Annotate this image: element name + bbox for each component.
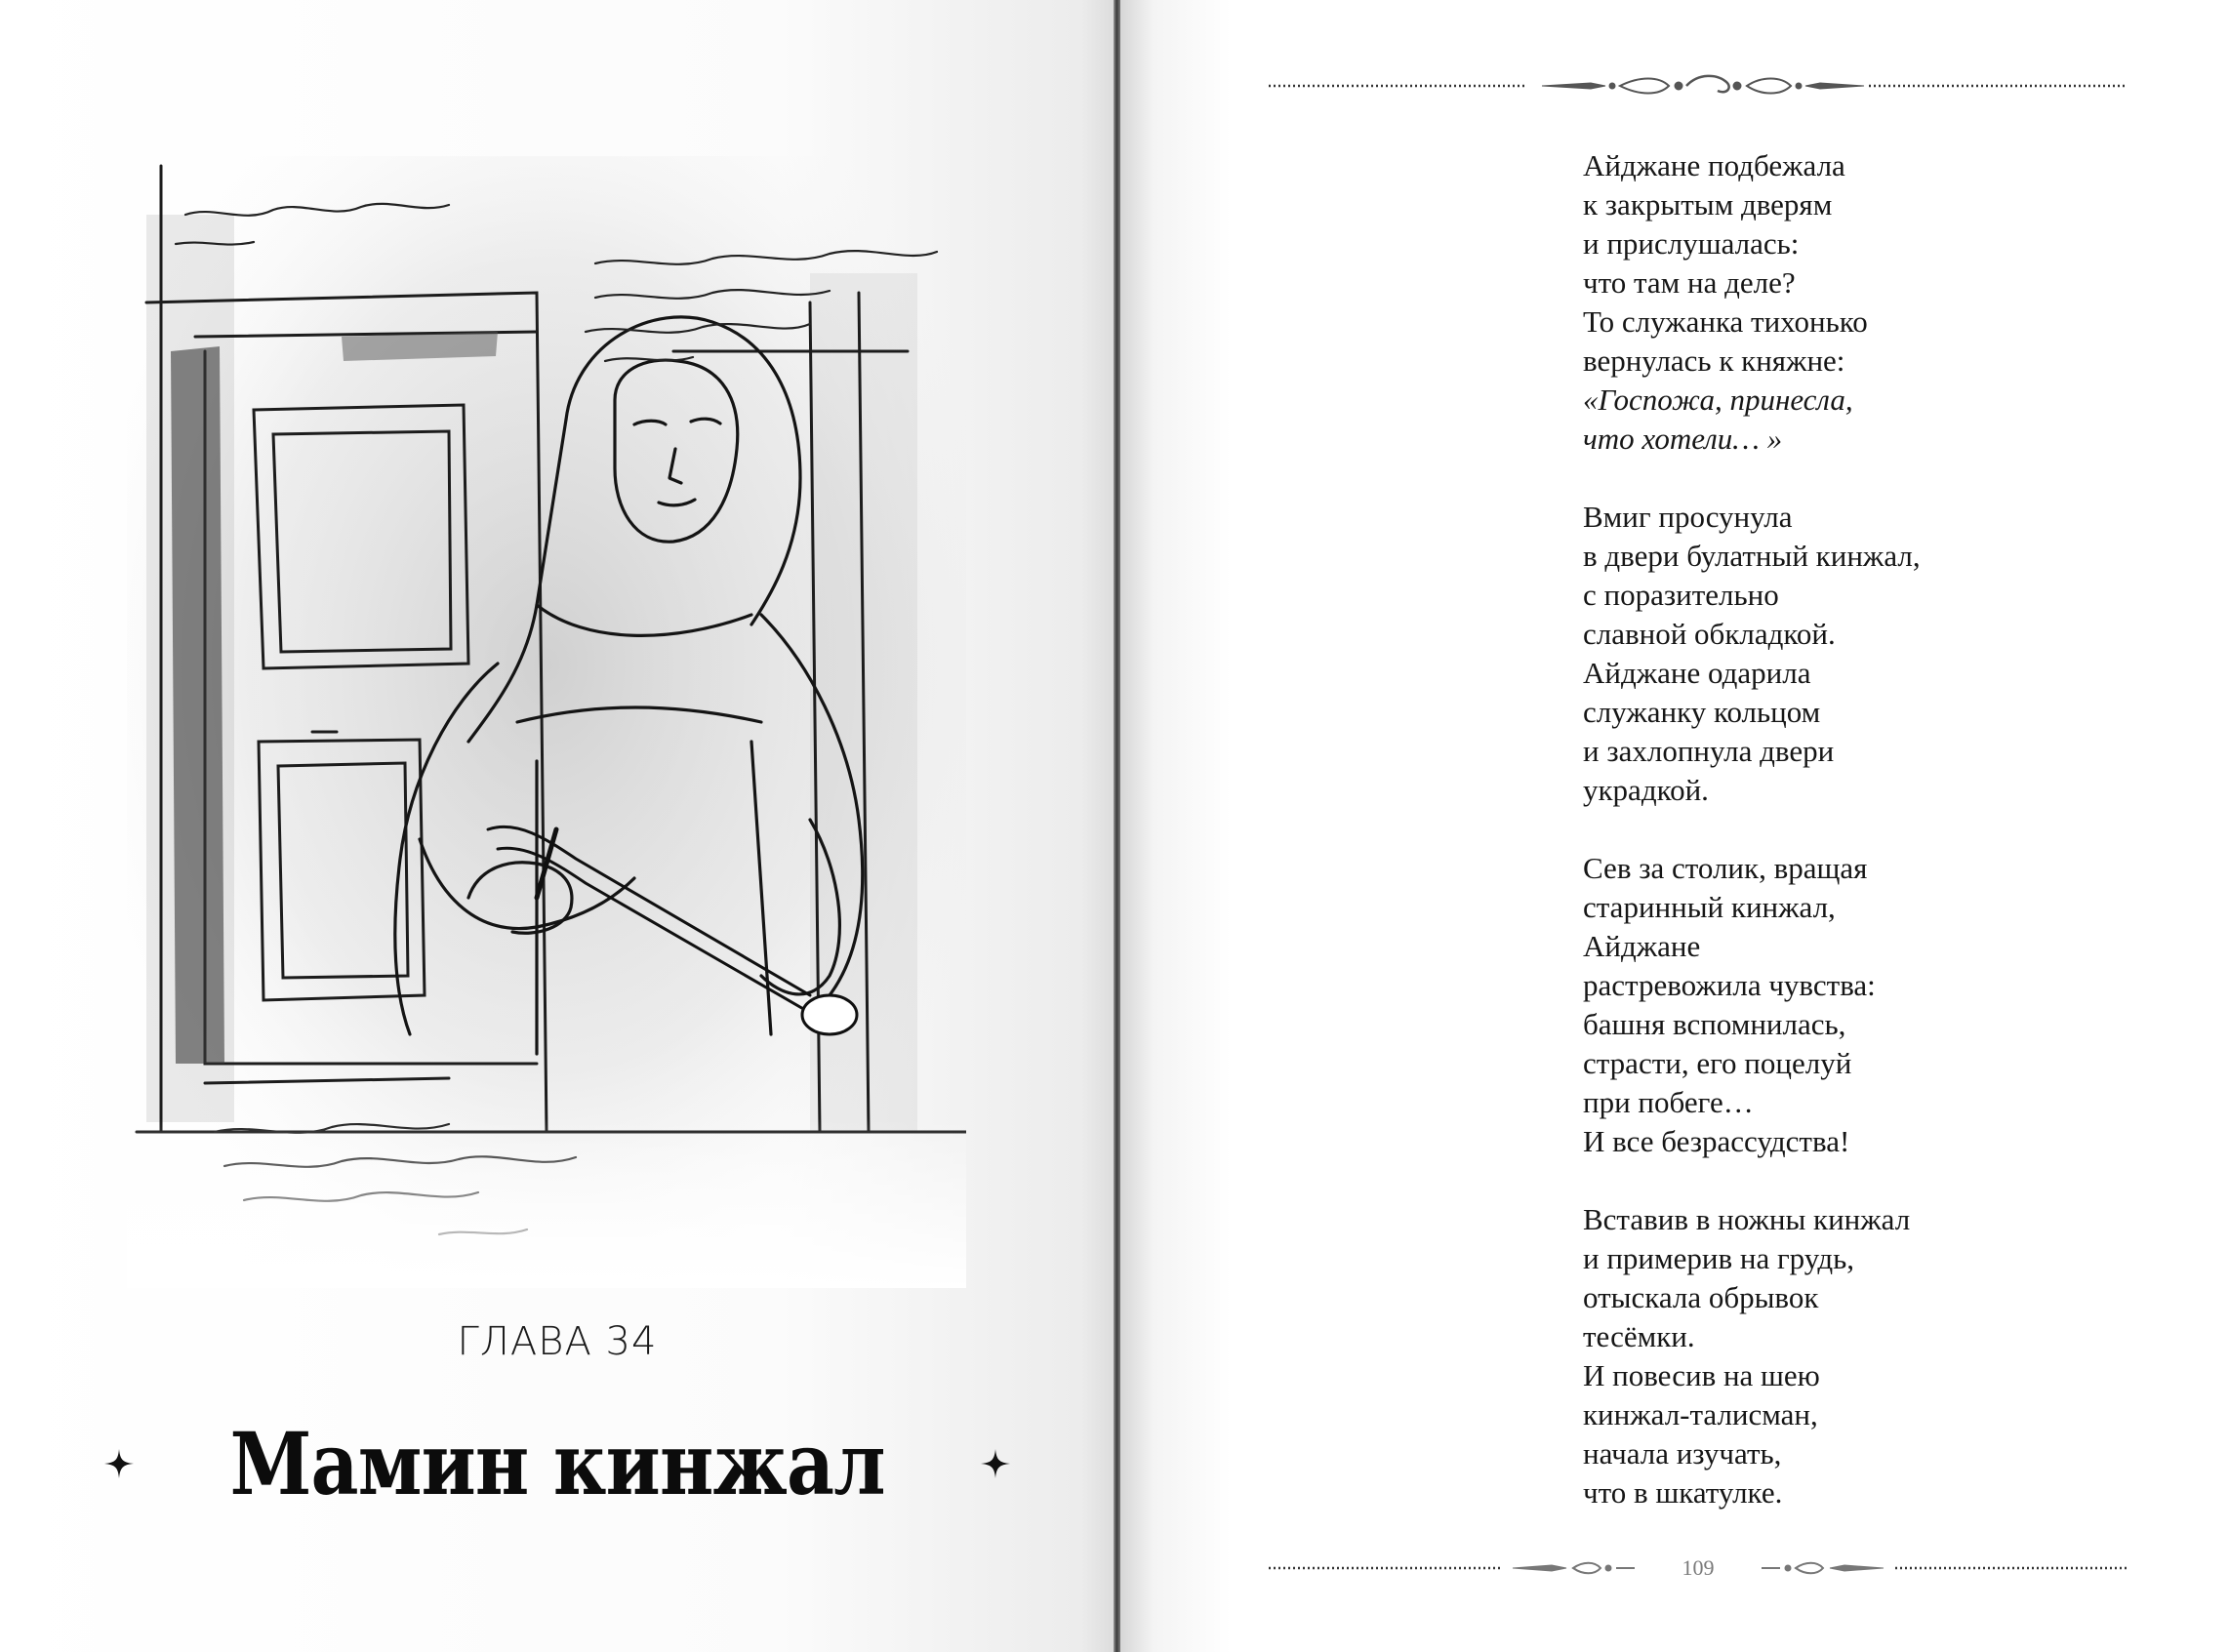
poem-text (1583, 146, 2071, 1551)
poem-line: вернулась к княжне: (1583, 343, 1845, 378)
poem-line: «Госпожа, принесла, (1583, 383, 1853, 417)
poem-line: славной обкладкой. (1583, 617, 1836, 651)
chapter-number: ГЛАВА 34 (457, 1319, 658, 1364)
poem-line: что там на деле? (1583, 265, 1796, 300)
poem-line: Сев за столик, вращая (1583, 851, 1868, 885)
poem-line: и примерив на грудь, (1583, 1241, 1854, 1275)
chapter-title-row (0, 1405, 1114, 1522)
poem-line: Айджане одарила (1583, 656, 1811, 690)
poem-line: служанку кольцом (1583, 695, 1821, 729)
poem-line: башня вспомнилась, (1583, 1007, 1846, 1041)
poem-line: при побеге… (1583, 1085, 1754, 1119)
poem-line: с поразительно (1583, 578, 1779, 612)
poem-line: Вставив в ножны кинжал (1583, 1202, 1911, 1236)
poem-line: к закрытым дверям (1583, 187, 1833, 222)
four-point-star-icon (981, 1449, 1010, 1478)
poem-line: украдкой. (1583, 773, 1709, 807)
book-gutter (1114, 0, 1120, 1652)
four-point-star-icon (104, 1449, 134, 1478)
poem-line: Вмиг просунула (1583, 500, 1793, 534)
poem-stanza (1583, 146, 2071, 459)
poem-line: что хотели… » (1583, 422, 1783, 456)
poem-stanza (1583, 498, 2071, 810)
poem-line: кинжал-талисман, (1583, 1397, 1818, 1431)
poem-line: и прислушалась: (1583, 226, 1800, 261)
poem-line: старинный кинжал, (1583, 890, 1836, 924)
poem-line: и захлопнула двери (1583, 734, 1835, 768)
scroll-flourish-divider-icon (1269, 71, 2128, 101)
left-page (0, 0, 1114, 1652)
poem-line: То служанка тихонько (1583, 304, 1868, 339)
chapter-title: Мамин кинжал (229, 1413, 885, 1514)
poem-line: И все безрассудства! (1583, 1124, 1850, 1158)
poem-stanza (1583, 1200, 2071, 1512)
poem-line: тесёмки. (1583, 1319, 1695, 1353)
poem-line: Айджане подбежала (1583, 148, 1845, 182)
poem-line: И повесив на шею (1583, 1358, 1820, 1392)
poem-line: в двери булатный кинжал, (1583, 539, 1921, 573)
poem-line: начала изучать, (1583, 1436, 1782, 1471)
poem-line: растревожила чувства: (1583, 968, 1876, 1002)
poem-line: Айджане (1583, 929, 1701, 963)
poem-line: что в шкатулке. (1583, 1475, 1783, 1510)
page-number: 109 (1682, 1555, 1715, 1580)
sketch-woman-with-dagger-illustration (127, 156, 966, 1288)
poem-line: страсти, его поцелуй (1583, 1046, 1852, 1080)
poem-line: отыскала обрывок (1583, 1280, 1819, 1314)
poem-stanza (1583, 849, 2071, 1161)
